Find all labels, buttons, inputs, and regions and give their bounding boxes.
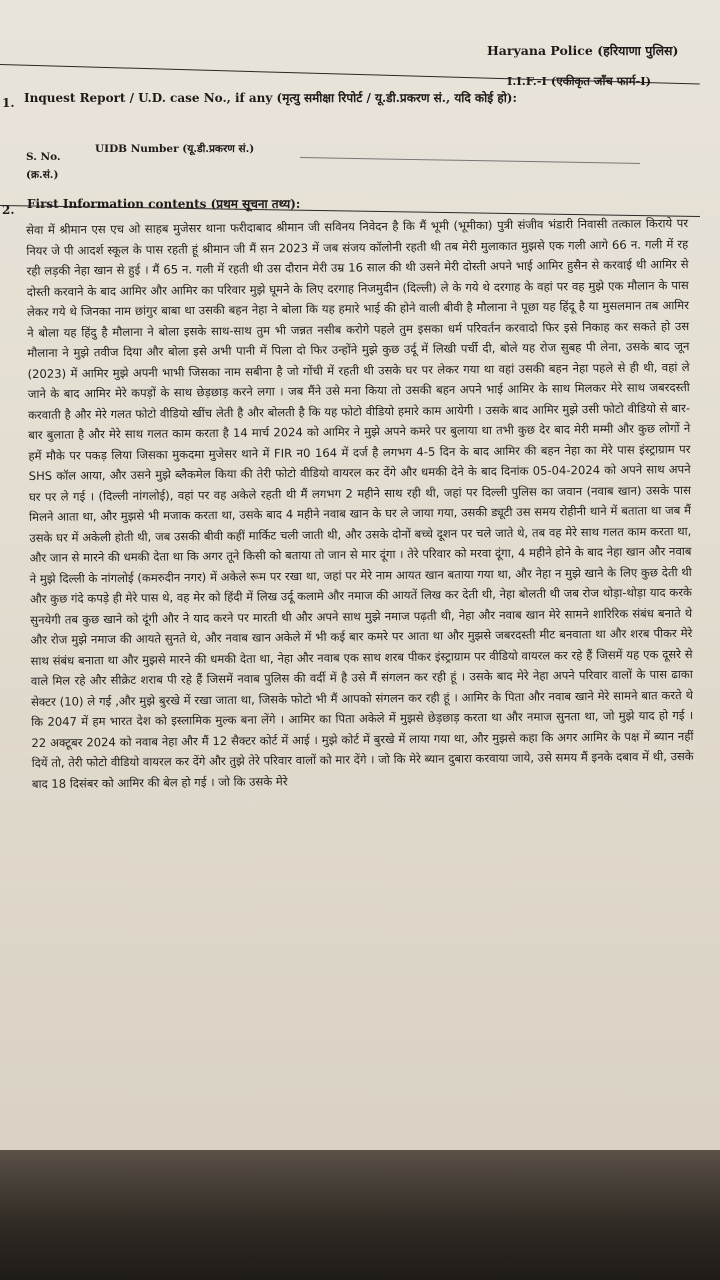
item-number-2: 2.: [2, 203, 15, 217]
uidb-label: UIDB Number (यू.डी.प्रकरण सं.): [95, 143, 255, 155]
sno-field: [26, 148, 61, 184]
item-number-1: 1.: [2, 96, 15, 110]
police-header: Haryana Police (हरियाणा पुलिस): [487, 43, 679, 58]
sno-label: S. No.: [26, 151, 61, 163]
sno-label-hindi: (क्र.सं.): [26, 169, 59, 181]
uidb-underline: [300, 157, 640, 164]
form-id: I.I.F.-I (एकीकृत जाँच फार्म-I): [507, 74, 652, 88]
background-surface: [0, 1150, 720, 1280]
inquest-report-label: Inquest Report / U.D. case No., if any (मृत्यु समीक्षा रिपोर्ट / यू.डी.प्रकरण सं., यदि कोई हो):: [24, 91, 517, 105]
first-information-body: सेवा में श्रीमान एस एच ओ साहब मुजेसर थाना फरीदाबाद श्रीमान जी सविनय निवेदन है कि मैं भूमी (भूमीका) पुत्री संजीव भंडारी निवासी तत्काल किराये पर नियर जे पी आदर्श स्कूल के पास रहती हूं श्रीमान जी मैं सन 2023 में जब संजय कॉलोनी रहती थी तब मेरी मुलाकात मुझसे एक गली आगे 66 न. गली में रह रही लड़की नेहा खान से हुई । मैं 65 न. गली में रहती थी उस दौरान मेरी उम्र 16 साल की थी उसने मेरी दोस्ती अपने भाई आमिर हुसैन से करवाई थी आमिर से दोस्ती करवाने के बाद आमिर और आमिर का परिवार मुझे घूमने के लिए दरगाह निजमुदीन (दिल्ली) ले के गये थे दरगाह के वहां पर वह मुझे एक मौलान के पास लेकर गये थे जिनका नाम छांगुर बाबा था उसकी बहन नेहा ने बोला कि यह हमारे भाई की होने वाली बीवी है मौलाना ने पूछा यह हिंदू है या मुसलमान तब आमिर ने बोला यह हिंदु है मौलाना ने बोला इसके साथ-साथ तुम भी जन्नत नसीब करोगे पहले तुम इसका धर्म परिवर्तन करवादो फिर इसे निकाह कर सकते हो उस मौलाना ने मुझे तवीज दिया और बोला इसे अभी पानी में पिला दो फिर उन्होंने मुझे कुछ उर्दू में लिखी पर्ची दी, बोले यह रोज सुबह पी लेना, उसके बाद जून (2023) में आमिर मुझे अपनी भाभी जिसका नाम सबीना है जो गोंची में रहती थी उसके घर पर लेकर गया था वहां उसकी बहन नेहा पहले से ही थी, वहां ले जाने के बाद आमिर मेरे कपड़ों के साथ छेड़छाड़ करने लगा । जब मैंने उसे मना किया तो उसकी बहन अपने भाई आमिर के साथ मिलकर मेरे साथ जबरदस्ती करवाती है और मेरे गलत फोटो वीडियो खींच लेती है और बोलती है कि यह फोटो वीडियो हमारे काम आयेगी । उसके बाद आमिर मुझे उसी फोटो वीडियो से बार-बार बुलाता है और मेरे साथ गलत काम करता है 14 मार्च 2024 को आमिर ने मुझे अपने कमरे पर बुलाया था तभी कुछ देर बाद मेरी मम्मी और कुछ लोगों ने हमें मौके पर पकड़ लिया जिसका मुकदमा मुजेसर थाने में FIR न0 164 में दर्ज है लगभग 4-5 दिन के बाद आमिर की बहन नेहा का मेरे पास इंस्ट्राग्राम पर SHS कॉल आया, और उसने मुझे ब्लैकमेल किया की तेरी फोटो वीडियो वायरल कर देंगे और धमकी देने के बाद दिनांक 05-04-2024 को अपने साथ अपने घर पर ले गई । (दिल्ली नांगलोई), वहां पर वह अकेले रहती थी मैं लगभग 2 महीने साथ रही थी, जहां पर दिल्ली पुलिस का जवान (नवाब खान) उसके पास मिलने आता था, और मुझसे भी मजाक करता था, उसके बाद 4 महीने नवाब खान के घर ले जाया गया, उसकी ड्यूटी उस समय रोहीनी थाने में बताता था जब मैं उसके घर में अकेली होती थी, जब उसकी बीवी कहीं मार्किट चली जाती थी, और उसके दोनों बच्चे दूशन पर चले जाते थे, तब वह मेरे साथ गलत काम करता था, और जान से मारने की धमकी देता था कि अगर तूने किसी को बताया तो जान से मार दूंगा । तेरे परिवार को मरवा दूंगा, 4 महीने होने के बाद नेहा खान और नवाब ने मुझे दिल्ली के नांगलोई (कमरुदीन नगर) में अकेले रूम पर रखा था, जहां पर मेरे नाम आयत खान बताया गया था, और नेहा न मुझे खाने के लिए कुछ देती थी और कुछ गंदे कपड़े ही मेरे पास थे, वह मेर को हिंदी में लिख उर्दू कलामे और नमाज की आयतें लिख कर देती थी, नेहा बोलती थी जब रोज थोड़ा-थोड़ा याद करके सुनयेगी तब कुछ खाने को दूंगी और ने याद करने पर मारती थी और अपने साथ मुझे नमाज पढ़ती थी, नेहा और नवाब खान मेरे सामने शारिरिक संबंध बनाते थे और रोज मुझे नमाज की आयते सुनते थे, और नवाब खान अकेले में भी कई बार कमरे पर आता था और मुझसे जबरदस्ती मीट बनवाता था और शरब पीकर मेरे साथ संबंध बनाता था और मुझसे मारने की धमकी देता था, नेहा और नवाब एक साथ शरब पीकर इंस्ट्राग्राम पर वीडियो वायरल कर रहे हैं जिसमें यह एक दूसरे से वाले मिल रहे और सीक्रेट शराब पी रहे हैं जिसमें नवाब पुलिस की वर्दी में है उसे मैं संगलन कर रही हूं । उसके बाद मेरे नेहा अपने परिवार वालों के पास ढाका सेक्टर (10) ले गई ,और मुझे बुरखे में रखा जाता था, जिसके फोटो भी मैं आपको संगलन कर रही हूं । आमिर के पिता और नवाब खाने मेरे सामने बात करते थे कि 2047 में हम भारत देश को इस्लामिक मुल्क बना लेंगे । आमिर का पिता अकेले में मुझसे छेड़छाड़ करता था और नमाज सुनता था, जो मुझे याद हो गई । 22 अक्टूबर 2024 को नवाब नेहा और मैं 12 सैक्टर कोर्ट में आई । मुझे कोर्ट में बुरखे में लाया गया था, और मुझसे कहा कि अगर आमिर के पक्ष में ब्यान नहीं दियें तो, तेरी फोटो वीडियो वायरल कर देंगे और तुझे तेरे परिवार वालों को मार देंगे । जो कि मेरे ब्यान दुबारा करवाया जाये, उसे समय मैं इनके दबाव में थी, उसके बाद 18 दिसंबर को आमिर की बेल हो गई । जो कि उसके मेरे: [26, 216, 694, 791]
first-information-label: First Information contents (प्रथम सूचना तथ्य):: [27, 197, 301, 211]
